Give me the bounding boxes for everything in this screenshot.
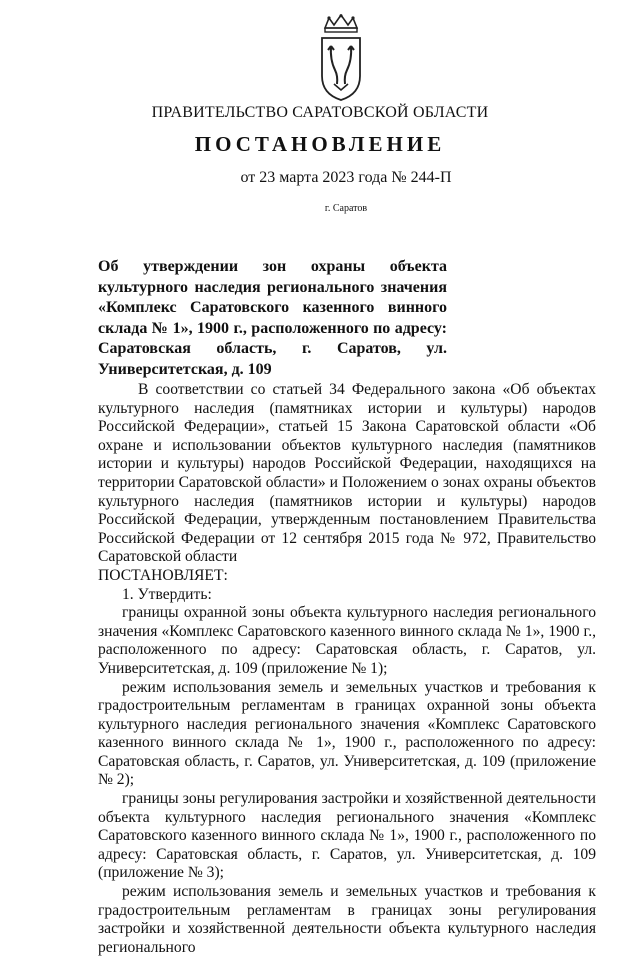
body-paragraph-1: границы охранной зоны объекта культурного наследия регионального значения «Комплекс Саратовского казенного винного склада № 1», 1900 г., расположенного по адресу: Саратовская область, г. Саратов, ул. Университетская, д. 109 (приложение № 1);: [98, 604, 596, 677]
preamble-paragraph: В соответствии со статьей 34 Федерального закона «Об объектах культурного наследия (памятниках истории и культуры) народов Российской Федерации», статьей 15 Закона Саратовской области «Об охране и использовании объектов культурного наследия (памятников истории и культуры) народов Российской Федерации, находящихся на территории Саратовской области» и Положением о зонах охраны объектов культурного наследия (памятников истории и культуры) народов Российской Федерации, утвержденным постановлением Правительства Российской Федерации от 12 сентября 2015 года № 972, Правительство Саратовской области: [98, 381, 596, 566]
body-paragraph-3: границы зоны регулирования застройки и хозяйственной деятельности объекта культурного наследия регионального значения «Комплекс Саратовского казенного винного склада № 1», 1900 г., расположенного по адресу: Саратовская область, г. Саратов, ул. Университетская, д. 109 (приложение № 3);: [98, 790, 596, 882]
body-paragraph-2: режим использования земель и земельных участков и требования к градостроительным регламентам в границах охранной зоны объекта культурного наследия регионального значения «Комплекс Саратовского казенного винного склада № 1», 1900 г., расположенного по адресу: Саратовская область, г. Саратов, ул. Университетская, д. 109 (приложение № 2);: [98, 678, 596, 789]
item-1-heading: 1. Утвердить:: [122, 585, 212, 603]
document-body: [98, 381, 596, 957]
decree-word: ПОСТАНОВЛЯЕТ:: [98, 566, 228, 584]
document-type: ПОСТАНОВЛЕНИЕ: [194, 132, 446, 156]
document-subject: Об утверждении зон охраны объекта культурного наследия регионального значения «Комплекс Саратовского казенного винного склада № 1», 1900 г., расположенного по адресу: Саратовская область, г. Саратов, ул. Университетская, д. 109: [98, 258, 447, 378]
body-paragraph-4: режим использования земель и земельных участков и требования к градостроительным регламентам в границах зоны регулирования застройки и хозяйственной деятельности объекта культурного наследия регионального: [98, 883, 596, 956]
saratov-coat-of-arms-icon: [317, 14, 365, 102]
document-city: г. Саратов: [324, 203, 368, 214]
government-title: ПРАВИТЕЛЬСТВО САРАТОВСКОЙ ОБЛАСТИ: [151, 104, 489, 121]
document-date-number: от 23 марта 2023 года № 244-П: [240, 169, 452, 186]
